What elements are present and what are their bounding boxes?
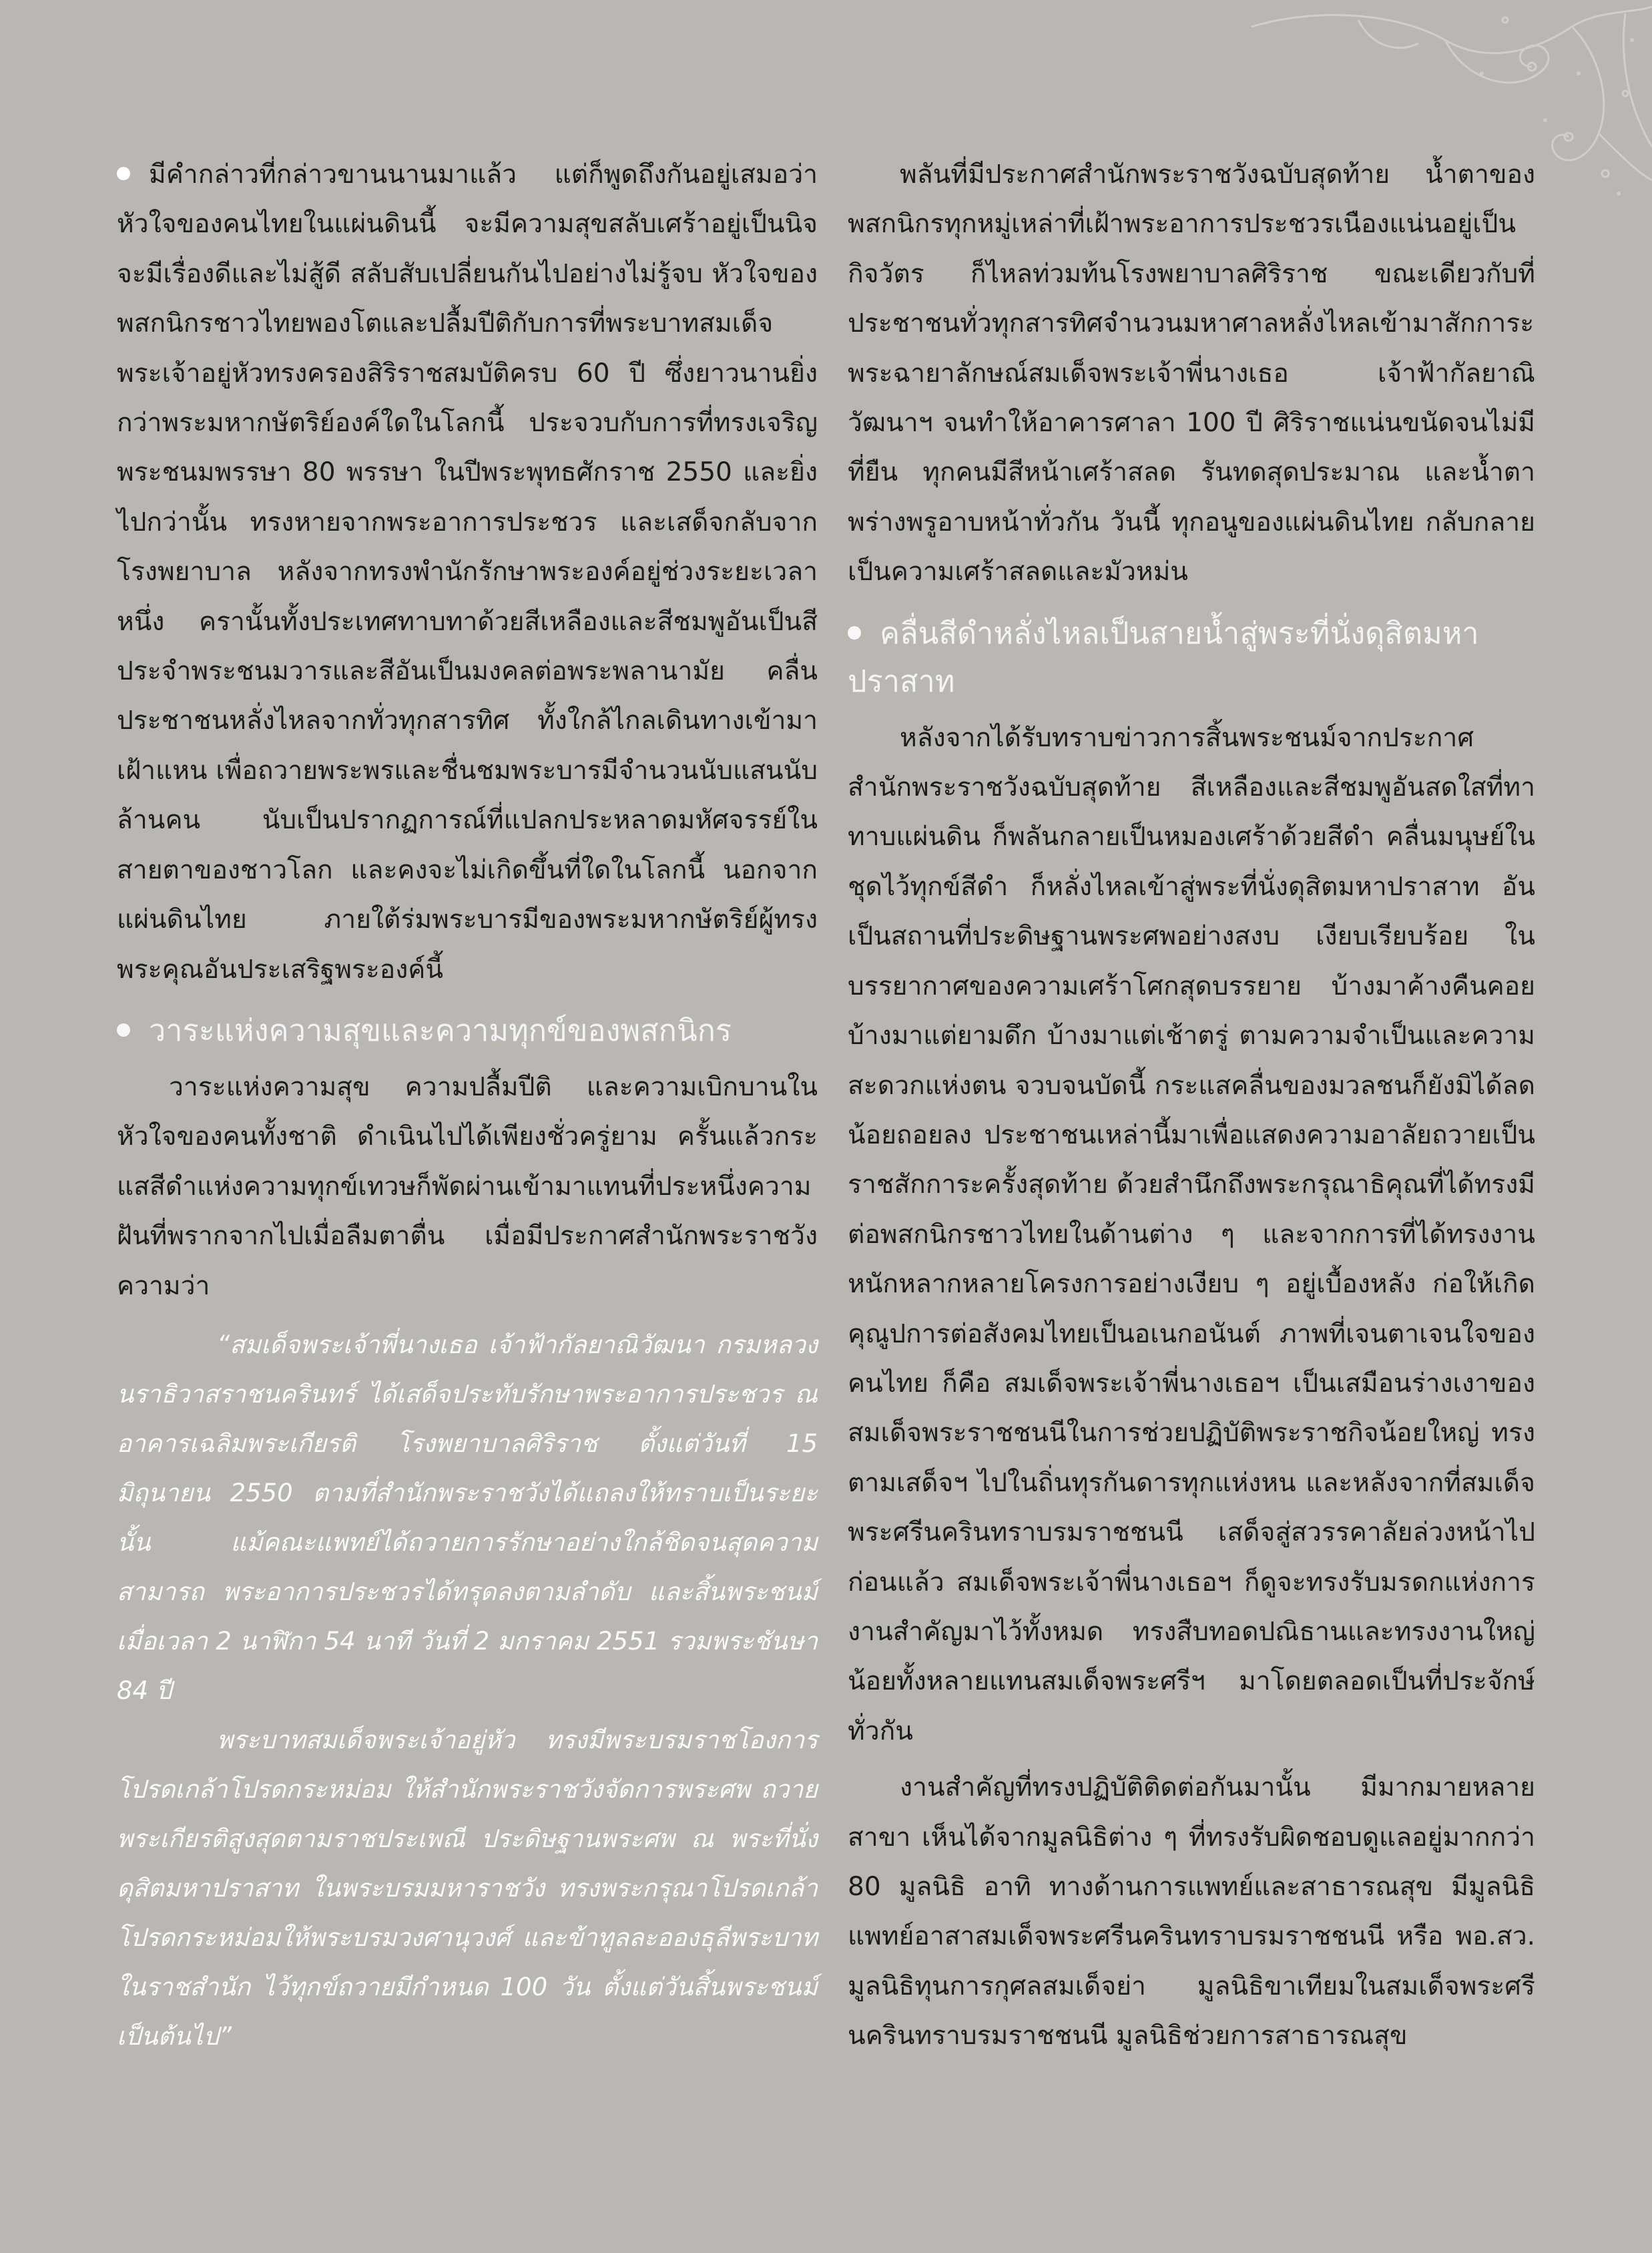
left-column bbox=[117, 150, 818, 2061]
intro-paragraph: มีคำกล่าวที่กล่าวขานนานมาแล้ว แต่ก็พูดถึงกันอยู่เสมอว่า หัวใจของคนไทยในแผ่นดินนี้ จะมีความสุขสลับเศร้าอยู่เป็นนิจ จะมีเรื่องดีและไม่สู้ดี สลับสับเปลี่ยนกันไปอย่างไม่รู้จบ หัวใจของพสกนิกรชาวไทยพองโตและปลื้มปีติกับการที่พระบาทสมเด็จพระเจ้าอยู่หัวทรงครองสิริราชสมบัติครบ 60 ปี ซึ่งยาวนานยิ่งกว่าพระมหากษัตริย์องค์ใดในโลกนี้ ประจวบกับการที่ทรงเจริญพระชนมพรรษา 80 พรรษา ในปีพระพุทธศักราช 2550 และยิ่งไปกว่านั้น ทรงหายจากพระอาการประชวร และเสด็จกลับจากโรงพยาบาล หลังจากทรงพำนักรักษาพระองค์อยู่ช่วงระยะเวลาหนึ่ง ครานั้นทั้งประเทศทาบทาด้วยสีเหลืองและสีชมพูอันเป็นสีประจำพระชนมวารและสีอันเป็นมงคลต่อพระพลานามัย คลื่นประชาชนหลั่งไหลจากทั่วทุกสารทิศ ทั้งใกล้ไกลเดินทางเข้ามาเฝ้าแหน เพื่อถวายพระพรและชื่นชมพระบารมีจำนวนนับแสนนับล้านคน นับเป็นปรากฏการณ์ที่แปลกประหลาดมหัศจรรย์ในสายตาของชาวโลก และคงจะไม่เกิดขึ้นที่ใดในโลกนี้ นอกจากแผ่นดินไทย ภายใต้ร่มพระบารมีของพระมหากษัตริย์ผู้ทรงพระคุณอันประเสริฐพระองค์นี้ bbox=[117, 160, 818, 985]
paragraph-foundations: งานสำคัญที่ทรงปฏิบัติติดต่อกันมานั้น มีมากมายหลายสาขา เห็นได้จากมูลนิธิต่าง ๆ ที่ทรงรับผิดชอบดูแลอยู่มากกว่า 80 มูลนิธิ อาทิ ทางด้านการแพทย์และสาธารณสุข มีมูลนิธิแพทย์อาสาสมเด็จพระศรีนครินทราบรมราชชนนี หรือ พอ.สว. มูลนิธิทุนการกุศลสมเด็จย่า มูลนิธิขาเทียมในสมเด็จพระศรีนครินทราบรมราชชนนี มูลนิธิช่วยการสาธารณสุข bbox=[848, 1772, 1535, 2051]
bullet-icon bbox=[117, 1023, 130, 1037]
bullet-icon bbox=[117, 167, 130, 180]
royal-command-quote: พระบาทสมเด็จพระเจ้าอยู่หัว ทรงมีพระบรมราชโองการโปรดเกล้าโปรดกระหม่อม ให้สำนักพระราชวังจัดการพระศพ ถวายพระเกียรติสูงสุดตามราชประเพณี ประดิษฐานพระศพ ณ พระที่นั่งดุสิตมหาปราสาท ในพระบรมมหาราชวัง ทรงพระกรุณาโปรดเกล้าโปรดกระหม่อมให้พระบรมวงศานุวงศ์ และข้าทูลละอองธุลีพระบาทในราชสำนัก ไว้ทุกข์ถวายมีกำหนด 100 วัน ตั้งแต่วันสิ้นพระชนม์เป็นต้นไป” bbox=[117, 1725, 818, 2051]
right-column bbox=[848, 150, 1535, 2061]
section-heading-black-wave: คลื่นสีดำหลั่งไหลเป็นสายน้ำสู่พระที่นั่งดุสิตมหาปราสาท bbox=[848, 615, 1479, 699]
paragraph-tears-siriraj: พลันที่มีประกาศสำนักพระราชวังฉบับสุดท้าย น้ำตาของพสกนิกรทุกหมู่เหล่าที่เฝ้าพระอาการประชวรเนืองแน่นอยู่เป็นกิจวัตร ก็ไหลท่วมท้นโรงพยาบาลศิริราช ขณะเดียวกับที่ประชาชนทั่วทุกสารทิศจำนวนมหาศาลหลั่งไหลเข้ามาสักการะพระฉายาลักษณ์สมเด็จพระเจ้าพี่นางเธอ เจ้าฟ้ากัลยาณิวัฒนาฯ จนทำให้อาคารศาลา 100 ปี ศิริราชแน่นขนัดจนไม่มีที่ยืน ทุกคนมีสีหน้าเศร้าสลด รันทดสุดประมาณ และน้ำตาพร่างพรูอาบหน้าทั่วกัน วันนี้ ทุกอนูของแผ่นดินไทย กลับกลายเป็นความเศร้าสลดและมัวหม่น bbox=[848, 160, 1535, 587]
section-heading-happiness-sorrow: วาระแห่งความสุขและความทุกข์ของพสกนิกร bbox=[117, 1007, 818, 1055]
paragraph-mourners: หลังจากได้รับทราบข่าวการสิ้นพระชนม์จากประกาศสำนักพระราชวังฉบับสุดท้าย สีเหลืองและสีชมพูอันสดใสที่ทาทาบแผ่นดิน ก็พลันกลายเป็นหมองเศร้าด้วยสีดำ คลื่นมนุษย์ในชุดไว้ทุกข์สีดำ ก็หลั่งไหลเข้าสู่พระที่นั่งดุสิตมหาปราสาท อันเป็นสถานที่ประดิษฐานพระศพอย่างสงบ เงียบเรียบร้อย ในบรรยากาศของความเศร้าโศกสุดบรรยาย บ้างมาค้างคืนคอย บ้างมาแต่ยามดึก บ้างมาแต่เช้าตรู่ ตามความจำเป็นและความสะดวกแห่งตน จวบจนบัดนี้ กระแสคลื่นของมวลชนก็ยังมิได้ลดน้อยถอยลง ประชาชนเหล่านี้มาเพื่อแสดงความอาลัยถวายเป็นราชสักการะครั้งสุดท้าย ด้วยสำนึกถึงพระกรุณาธิคุณที่ได้ทรงมีต่อพสกนิกรชาวไทยในด้านต่าง ๆ และจากการที่ได้ทรงงานหนักหลากหลายโครงการอย่างเงียบ ๆ อยู่เบื้องหลัง ก่อให้เกิดคุณูปการต่อสังคมไทยเป็นอเนกอนันต์ ภาพที่เจนตาเจนใจของคนไทย ก็คือ สมเด็จพระเจ้าพี่นางเธอฯ เป็นเสมือนร่างเงาของสมเด็จพระราชชนนีในการช่วยปฏิบัติพระราชกิจน้อยใหญ่ ทรงตามเสด็จฯ ไปในถิ่นทุรกันดารทุกแห่งหน และหลังจากที่สมเด็จพระศรีนครินทราบรมราชชนนี เสด็จสู่สวรรคาลัยล่วงหน้าไปก่อนแล้ว สมเด็จพระเจ้าพี่นางเธอฯ ก็ดูจะทรงรับมรดกแห่งการงานสำคัญมาไว้ทั้งหมด ทรงสืบทอดปณิธานและทรงงานใหญ่น้อยทั้งหลายแทนสมเด็จพระศรีฯ มาโดยตลอดเป็นที่ประจักษ์ทั่วกัน bbox=[848, 722, 1535, 1746]
paragraph-moment-of-joy: วาระแห่งความสุข ความปลื้มปีติ และความเบิกบานในหัวใจของคนทั้งชาติ ดำเนินไปได้เพียงชั่วครู่ยาม ครั้นแล้วกระแสสีดำแห่งความทุกข์เทวษก็พัดผ่านเข้ามาแทนที่ประหนึ่งความฝันที่พรากจากไปเมื่อลืมตาตื่น เมื่อมีประกาศสำนักพระราชวัง ความว่า bbox=[117, 1071, 818, 1301]
palace-announcement-quote: “สมเด็จพระเจ้าพี่นางเธอ เจ้าฟ้ากัลยาณิวัฒนา กรมหลวงนราธิวาสราชนครินทร์ ได้เสด็จประทับรักษาพระอาการประชวร ณ อาคารเฉลิมพระเกียรติ โรงพยาบาลศิริราช ตั้งแต่วันที่ 15 มิถุนายน 2550 ตามที่สำนักพระราชวังได้แถลงให้ทราบเป็นระยะนั้น แม้คณะแพทย์ได้ถวายการรักษาอย่างใกล้ชิดจนสุดความสามารถ พระอาการประชวรได้ทรุดลงตามลำดับ และสิ้นพระชนม์เมื่อเวลา 2 นาฬิกา 54 นาที วันที่ 2 มกราคม 2551 รวมพระชันษา 84 ปี bbox=[117, 1330, 818, 1705]
bullet-icon bbox=[848, 626, 861, 640]
